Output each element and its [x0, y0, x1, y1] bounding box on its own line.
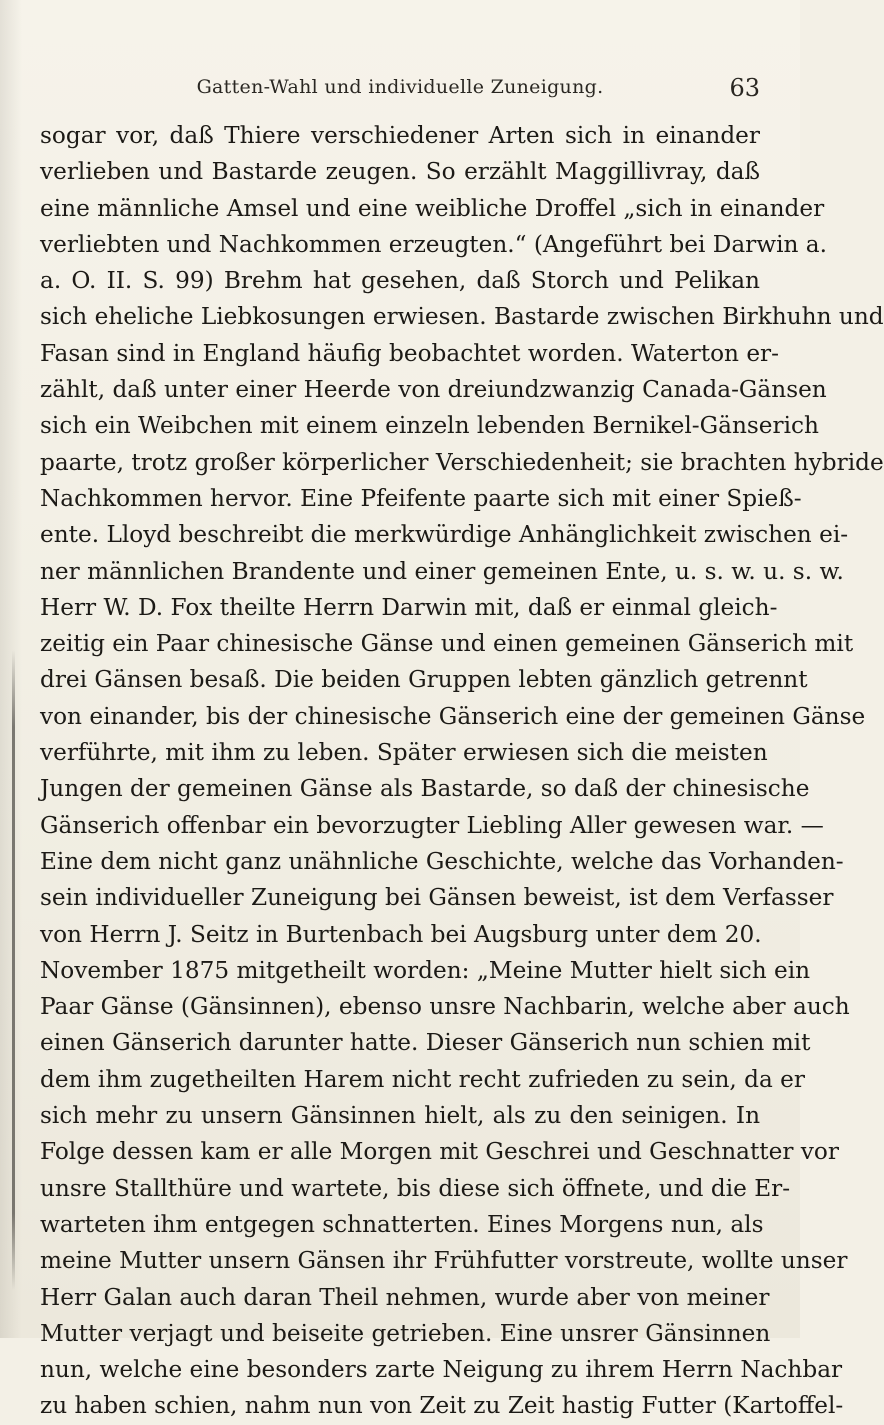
- text-line: warteten ihm entgegen schnatterten. Eines Morgens nun, als: [40, 1210, 764, 1238]
- text-line: Herr Galan auch daran Theil nehmen, wurde aber von meiner: [40, 1283, 770, 1311]
- text-line: nun, welche eine besonders zarte Neigung zu ihrem Herrn Nachbar: [40, 1356, 843, 1384]
- text-line: einen Gänserich darunter hatte. Dieser Gänserich nun schien mit: [40, 1029, 811, 1057]
- text-line: von einander, bis der chinesische Gänserich eine der gemeinen Gänse: [40, 702, 866, 730]
- text-line: eine männliche Amsel und eine weibliche Droffel „sich in einander: [40, 194, 825, 222]
- text-line: Jungen der gemeinen Gänse als Bastarde, so daß der chinesische: [40, 775, 810, 803]
- text-line: Fasan sind in England häufig beobachtet worden. Waterton er-: [40, 339, 779, 367]
- text-line: Paar Gänse (Gänsinnen), ebenso unsre Nachbarin, welche aber auch: [40, 993, 850, 1021]
- text-line: ente. Lloyd beschreibt die merkwürdige Anhänglichkeit zwischen ei-: [40, 521, 849, 549]
- text-line: Gänserich offenbar ein bevorzugter Liebling Aller gewesen war. —: [40, 811, 824, 839]
- text-line: November 1875 mitgetheilt worden: „Meine Mutter hielt sich ein: [40, 956, 811, 984]
- text-line: von Herrn J. Seitz in Burtenbach bei Augsburg unter dem 20.: [40, 920, 762, 948]
- text-line: unsre Stallthüre und wartete, bis diese sich öffnete, und die Er-: [40, 1174, 791, 1202]
- text-line: Nachkommen hervor. Eine Pfeifente paarte sich mit einer Spieß-: [40, 484, 802, 512]
- text-line: verliebten und Nachkommen erzeugten.“ (Angeführt bei Darwin a.: [40, 230, 827, 258]
- text-line: Folge dessen kam er alle Morgen mit Geschrei und Geschnatter vor: [40, 1138, 839, 1166]
- text-line: drei Gänsen besaß. Die beiden Gruppen lebten gänzlich getrennt: [40, 666, 808, 694]
- text-line: sich mehr zu unsern Gänsinnen hielt, als zu den seinigen. In: [40, 1102, 760, 1130]
- running-title: Gatten-Wahl und individuelle Zuneigung.: [196, 76, 604, 98]
- text-line: verführte, mit ihm zu leben. Später erwiesen sich die meisten: [40, 739, 768, 767]
- text-line: zu haben schien, nahm nun von Zeit zu Zeit hastig Futter (Kartoffel-: [40, 1392, 844, 1420]
- body-text: [40, 118, 884, 1425]
- text-line: zählt, daß unter einer Heerde von dreiundzwanzig Canada-Gänsen: [40, 376, 827, 404]
- margin-scan-mark: [12, 650, 15, 1290]
- page-header: [40, 60, 760, 100]
- text-line: sich eheliche Liebkosungen erwiesen. Bastarde zwischen Birkhuhn und: [40, 303, 884, 331]
- text-line: Mutter verjagt und beiseite getrieben. Eine unsrer Gänsinnen: [40, 1319, 771, 1347]
- text-line: zeitig ein Paar chinesische Gänse und einen gemeinen Gänserich mit: [40, 630, 854, 658]
- gutter-shadow: [0, 0, 22, 1338]
- text-line: Eine dem nicht ganz unähnliche Geschichte, welche das Vorhanden-: [40, 847, 844, 875]
- text-line: dem ihm zugetheilten Harem nicht recht zufrieden zu sein, da er: [40, 1065, 805, 1093]
- text-line: meine Mutter unsern Gänsen ihr Frühfutter vorstreute, wollte unser: [40, 1247, 848, 1275]
- text-line: sogar vor, daß Thiere verschiedener Arten sich in einander: [40, 122, 760, 149]
- page-number: 63: [729, 74, 760, 102]
- text-line: a. O. II. S. 99) Brehm hat gesehen, daß Storch und Pelikan: [40, 267, 760, 295]
- text-line: sein individueller Zuneigung bei Gänsen beweist, ist dem Verfasser: [40, 884, 834, 912]
- text-line: sich ein Weibchen mit einem einzeln lebenden Bernikel-Gänserich: [40, 412, 819, 440]
- text-line: verlieben und Bastarde zeugen. So erzählt Maggillivray, daß: [40, 158, 760, 186]
- text-line: ner männlichen Brandente und einer gemeinen Ente, u. s. w. u. s. w.: [40, 557, 844, 585]
- text-line: Herr W. D. Fox theilte Herrn Darwin mit, daß er einmal gleich-: [40, 593, 778, 621]
- text-line: paarte, trotz großer körperlicher Verschiedenheit; sie brachten hybride: [40, 448, 884, 476]
